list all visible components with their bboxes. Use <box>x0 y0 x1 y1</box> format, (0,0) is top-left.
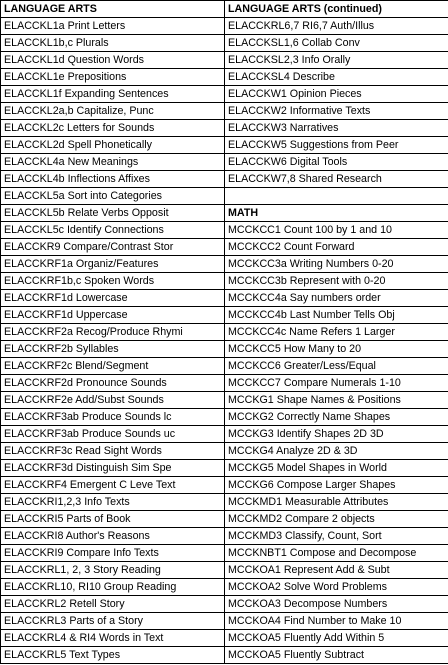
right-cell: ELACCKW7,8 Shared Research <box>225 171 448 188</box>
table-row <box>1 443 448 460</box>
table-row <box>1 477 448 494</box>
left-cell: ELACCKRL2 Retell Story <box>1 596 225 613</box>
left-cell: ELACCKRF1d Uppercase <box>1 307 225 324</box>
right-cell: MCCKOA3 Decompose Numbers <box>225 596 448 613</box>
left-cell: ELACCKRF3ab Produce Sounds uc <box>1 426 225 443</box>
right-cell: MCCKCC7 Compare Numerals 1-10 <box>225 375 448 392</box>
table-row <box>1 409 448 426</box>
header-language-arts-continued: LANGUAGE ARTS (continued) <box>225 1 448 18</box>
table-row <box>1 375 448 392</box>
left-cell: ELACCKRI5 Parts of Book <box>1 511 225 528</box>
table-row <box>1 239 448 256</box>
table-row <box>1 188 448 205</box>
right-cell: MCCKCC3b Represent with 0-20 <box>225 273 448 290</box>
table-row <box>1 205 448 222</box>
table-row <box>1 511 448 528</box>
right-cell: MCCKOA4 Find Number to Make 10 <box>225 613 448 630</box>
table-body <box>1 18 448 664</box>
left-cell: ELACCKL1e Prepositions <box>1 69 225 86</box>
left-cell: ELACCKRI8 Author's Reasons <box>1 528 225 545</box>
table-row <box>1 324 448 341</box>
table-row <box>1 647 448 664</box>
right-cell: MCCKOA2 Solve Word Problems <box>225 579 448 596</box>
right-cell: ELACCKW1 Opinion Pieces <box>225 86 448 103</box>
table-row <box>1 426 448 443</box>
right-cell: MCCKCC4b Last Number Tells Obj <box>225 307 448 324</box>
left-cell: ELACCKRL4 & RI4 Words in Text <box>1 630 225 647</box>
left-cell: ELACCKRF4 Emergent C Leve Text <box>1 477 225 494</box>
right-cell: MCCKG4 Analyze 2D & 3D <box>225 443 448 460</box>
left-cell: ELACCKL1d Question Words <box>1 52 225 69</box>
right-cell: MCCKCC3a Writing Numbers 0-20 <box>225 256 448 273</box>
right-cell: MCCKNBT1 Compose and Decompose <box>225 545 448 562</box>
left-cell: ELACCKRF3ab Produce Sounds lc <box>1 409 225 426</box>
table-row <box>1 579 448 596</box>
table-row <box>1 35 448 52</box>
right-cell: MCCKMD3 Classify, Count, Sort <box>225 528 448 545</box>
left-cell: ELACCKR9 Compare/Contrast Stor <box>1 239 225 256</box>
left-cell: ELACCKRF1a Organiz/Features <box>1 256 225 273</box>
left-cell: ELACCKRL10, RI10 Group Reading <box>1 579 225 596</box>
left-cell: ELACCKRF1b,c Spoken Words <box>1 273 225 290</box>
table-row <box>1 69 448 86</box>
left-cell: ELACCKL5c Identify Connections <box>1 222 225 239</box>
table-row <box>1 358 448 375</box>
left-cell: ELACCKRF2e Add/Subst Sounds <box>1 392 225 409</box>
right-cell: ELACCKSL1,6 Collab Conv <box>225 35 448 52</box>
table-row <box>1 341 448 358</box>
right-cell: MCCKG1 Shape Names & Positions <box>225 392 448 409</box>
table-row <box>1 307 448 324</box>
table-row <box>1 290 448 307</box>
table-row <box>1 494 448 511</box>
right-cell <box>225 188 448 205</box>
right-cell: ELACCKW2 Informative Texts <box>225 103 448 120</box>
left-cell: ELACCKL4a New Meanings <box>1 154 225 171</box>
right-cell: MCCKCC6 Greater/Less/Equal <box>225 358 448 375</box>
left-cell: ELACCKL5a Sort into Categories <box>1 188 225 205</box>
table-row <box>1 103 448 120</box>
table-row <box>1 528 448 545</box>
table-row <box>1 52 448 69</box>
table-row <box>1 392 448 409</box>
right-cell: MCCKOA1 Represent Add & Subt <box>225 562 448 579</box>
left-cell: ELACCKL1f Expanding Sentences <box>1 86 225 103</box>
left-cell: ELACCKRL3 Parts of a Story <box>1 613 225 630</box>
table-row <box>1 171 448 188</box>
left-cell: ELACCKRF2b Syllables <box>1 341 225 358</box>
left-cell: ELACCKL2d Spell Phonetically <box>1 137 225 154</box>
table-row <box>1 137 448 154</box>
header-language-arts: LANGUAGE ARTS <box>1 1 225 18</box>
right-cell: MCCKOA5 Fluently Add Within 5 <box>225 630 448 647</box>
right-cell: MCCKG5 Model Shapes in World <box>225 460 448 477</box>
section-header-cell: MATH <box>225 205 448 222</box>
left-cell: ELACCKRF2a Recog/Produce Rhymi <box>1 324 225 341</box>
left-cell: ELACCKRF3c Read Sight Words <box>1 443 225 460</box>
table-row <box>1 154 448 171</box>
right-cell: ELACCKRL6,7 RI6,7 Auth/Illus <box>225 18 448 35</box>
left-cell: ELACCKRL1, 2, 3 Story Reading <box>1 562 225 579</box>
right-cell: MCCKCC1 Count 100 by 1 and 10 <box>225 222 448 239</box>
right-cell: MCCKG6 Compose Larger Shapes <box>225 477 448 494</box>
left-cell: ELACCKRL5 Text Types <box>1 647 225 664</box>
table-row <box>1 545 448 562</box>
right-cell: MCCKMD1 Measurable Attributes <box>225 494 448 511</box>
table-row <box>1 596 448 613</box>
table-row <box>1 460 448 477</box>
left-cell: ELACCKL1b,c Plurals <box>1 35 225 52</box>
left-cell: ELACCKRF3d Distinguish Sim Spe <box>1 460 225 477</box>
left-cell: ELACCKL1a Print Letters <box>1 18 225 35</box>
right-cell: ELACCKSL2,3 Info Orally <box>225 52 448 69</box>
table-row <box>1 273 448 290</box>
left-cell: ELACCKRF1d Lowercase <box>1 290 225 307</box>
table-row <box>1 18 448 35</box>
left-cell: ELACCKL5b Relate Verbs Opposit <box>1 205 225 222</box>
right-cell: MCCKCC2 Count Forward <box>225 239 448 256</box>
right-cell: MCCKCC4a Say numbers order <box>225 290 448 307</box>
right-cell: MCCKCC5 How Many to 20 <box>225 341 448 358</box>
table-row <box>1 222 448 239</box>
right-cell: ELACCKW5 Suggestions from Peer <box>225 137 448 154</box>
left-cell: ELACCKRI9 Compare Info Texts <box>1 545 225 562</box>
right-cell: ELACCKW3 Narratives <box>225 120 448 137</box>
right-cell: MCCKOA5 Fluently Subtract <box>225 647 448 664</box>
right-cell: MCCKG3 Identify Shapes 2D 3D <box>225 426 448 443</box>
table-row <box>1 613 448 630</box>
table-row <box>1 120 448 137</box>
left-cell: ELACCKL4b Inflections Affixes <box>1 171 225 188</box>
left-cell: ELACCKRF2c Blend/Segment <box>1 358 225 375</box>
left-cell: ELACCKL2a,b Capitalize, Punc <box>1 103 225 120</box>
table-row <box>1 630 448 647</box>
table-row <box>1 86 448 103</box>
right-cell: MCCKG2 Correctly Name Shapes <box>225 409 448 426</box>
left-cell: ELACCKRI1,2,3 Info Texts <box>1 494 225 511</box>
header-row <box>1 1 448 18</box>
table-row <box>1 562 448 579</box>
table-row <box>1 256 448 273</box>
left-cell: ELACCKL2c Letters for Sounds <box>1 120 225 137</box>
left-cell: ELACCKRF2d Pronounce Sounds <box>1 375 225 392</box>
right-cell: ELACCKW6 Digital Tools <box>225 154 448 171</box>
right-cell: MCCKMD2 Compare 2 objects <box>225 511 448 528</box>
right-cell: MCCKCC4c Name Refers 1 Larger <box>225 324 448 341</box>
right-cell: ELACCKSL4 Describe <box>225 69 448 86</box>
